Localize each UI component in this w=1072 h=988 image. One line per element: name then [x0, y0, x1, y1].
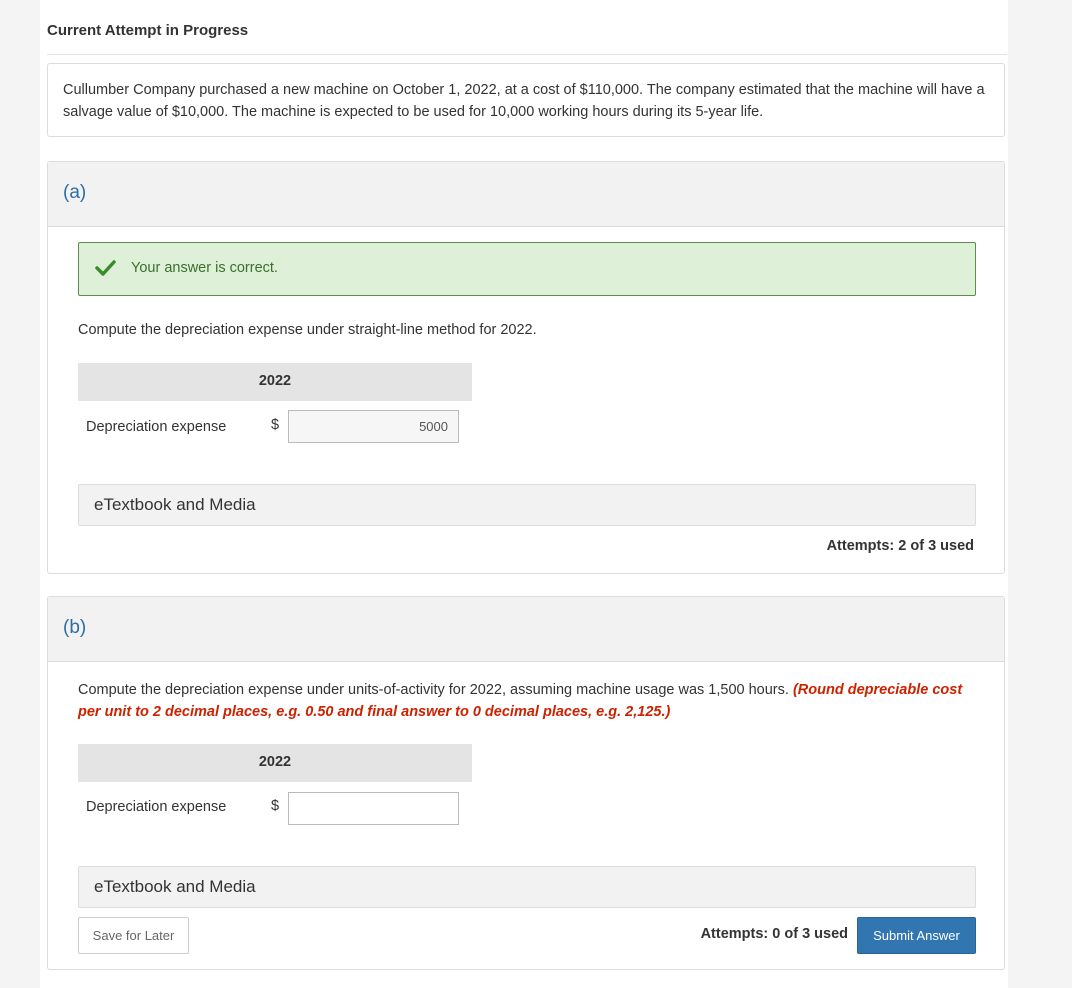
- problem-statement-text: Cullumber Company purchased a new machine on October 1, 2022, at a cost of $110,000. The company estimated that the machine will have a salvage value of $10,000. The machine is expected to be used for 10,000 working hours during its 5-year life.: [63, 82, 985, 120]
- page-title: Current Attempt in Progress: [47, 22, 249, 39]
- part-a-etextbook-media[interactable]: [78, 484, 976, 526]
- part-b-etextbook-label: eTextbook and Media: [94, 877, 256, 896]
- submit-answer-button[interactable]: Submit Answer: [857, 917, 976, 954]
- correct-feedback-box: [78, 242, 976, 296]
- part-b-depreciation-input[interactable]: [288, 792, 459, 825]
- part-b-question: [78, 679, 978, 723]
- part-b-label: (b): [63, 617, 87, 638]
- correct-feedback-text: Your answer is correct.: [131, 260, 278, 276]
- part-b-attempts-counter: Attempts: 0 of 3 used: [700, 926, 848, 942]
- save-for-later-button[interactable]: Save for Later: [78, 917, 189, 954]
- part-a-year-label: 2022: [258, 373, 292, 389]
- part-b-etextbook-media[interactable]: [78, 866, 976, 908]
- part-a-depreciation-input[interactable]: [288, 410, 459, 443]
- part-a-attempts-counter: Attempts: 2 of 3 used: [826, 538, 974, 554]
- part-a-question: Compute the depreciation expense under straight-line method for 2022.: [78, 322, 537, 338]
- part-b-header[interactable]: [48, 597, 1004, 662]
- header-divider: [47, 54, 1007, 55]
- part-b-currency-symbol: $: [271, 798, 280, 814]
- checkmark-icon: [94, 257, 116, 279]
- part-b-rounding-hint: (Round depreciable cost per unit to 2 decimal places, e.g. 0.50 and final answer to 0 decimal places, e.g. 2,125.): [78, 682, 963, 720]
- part-a-header[interactable]: [48, 162, 1004, 227]
- part-b-column-header: [78, 744, 472, 782]
- part-a-label: (a): [63, 182, 87, 203]
- part-a-row-label: Depreciation expense: [86, 419, 227, 435]
- part-a-etextbook-label: eTextbook and Media: [94, 495, 256, 514]
- part-a-currency-symbol: $: [271, 417, 280, 433]
- part-a-column-header: [78, 363, 472, 401]
- part-a-panel: [47, 161, 1005, 574]
- part-b-panel: [47, 596, 1005, 970]
- problem-statement-box: [47, 63, 1005, 137]
- part-b-question-text: Compute the depreciation expense under units-of-activity for 2022, assuming machine usage was 1,500 hours.: [78, 682, 789, 698]
- part-b-row-label: Depreciation expense: [86, 799, 227, 815]
- part-b-year-label: 2022: [258, 754, 292, 770]
